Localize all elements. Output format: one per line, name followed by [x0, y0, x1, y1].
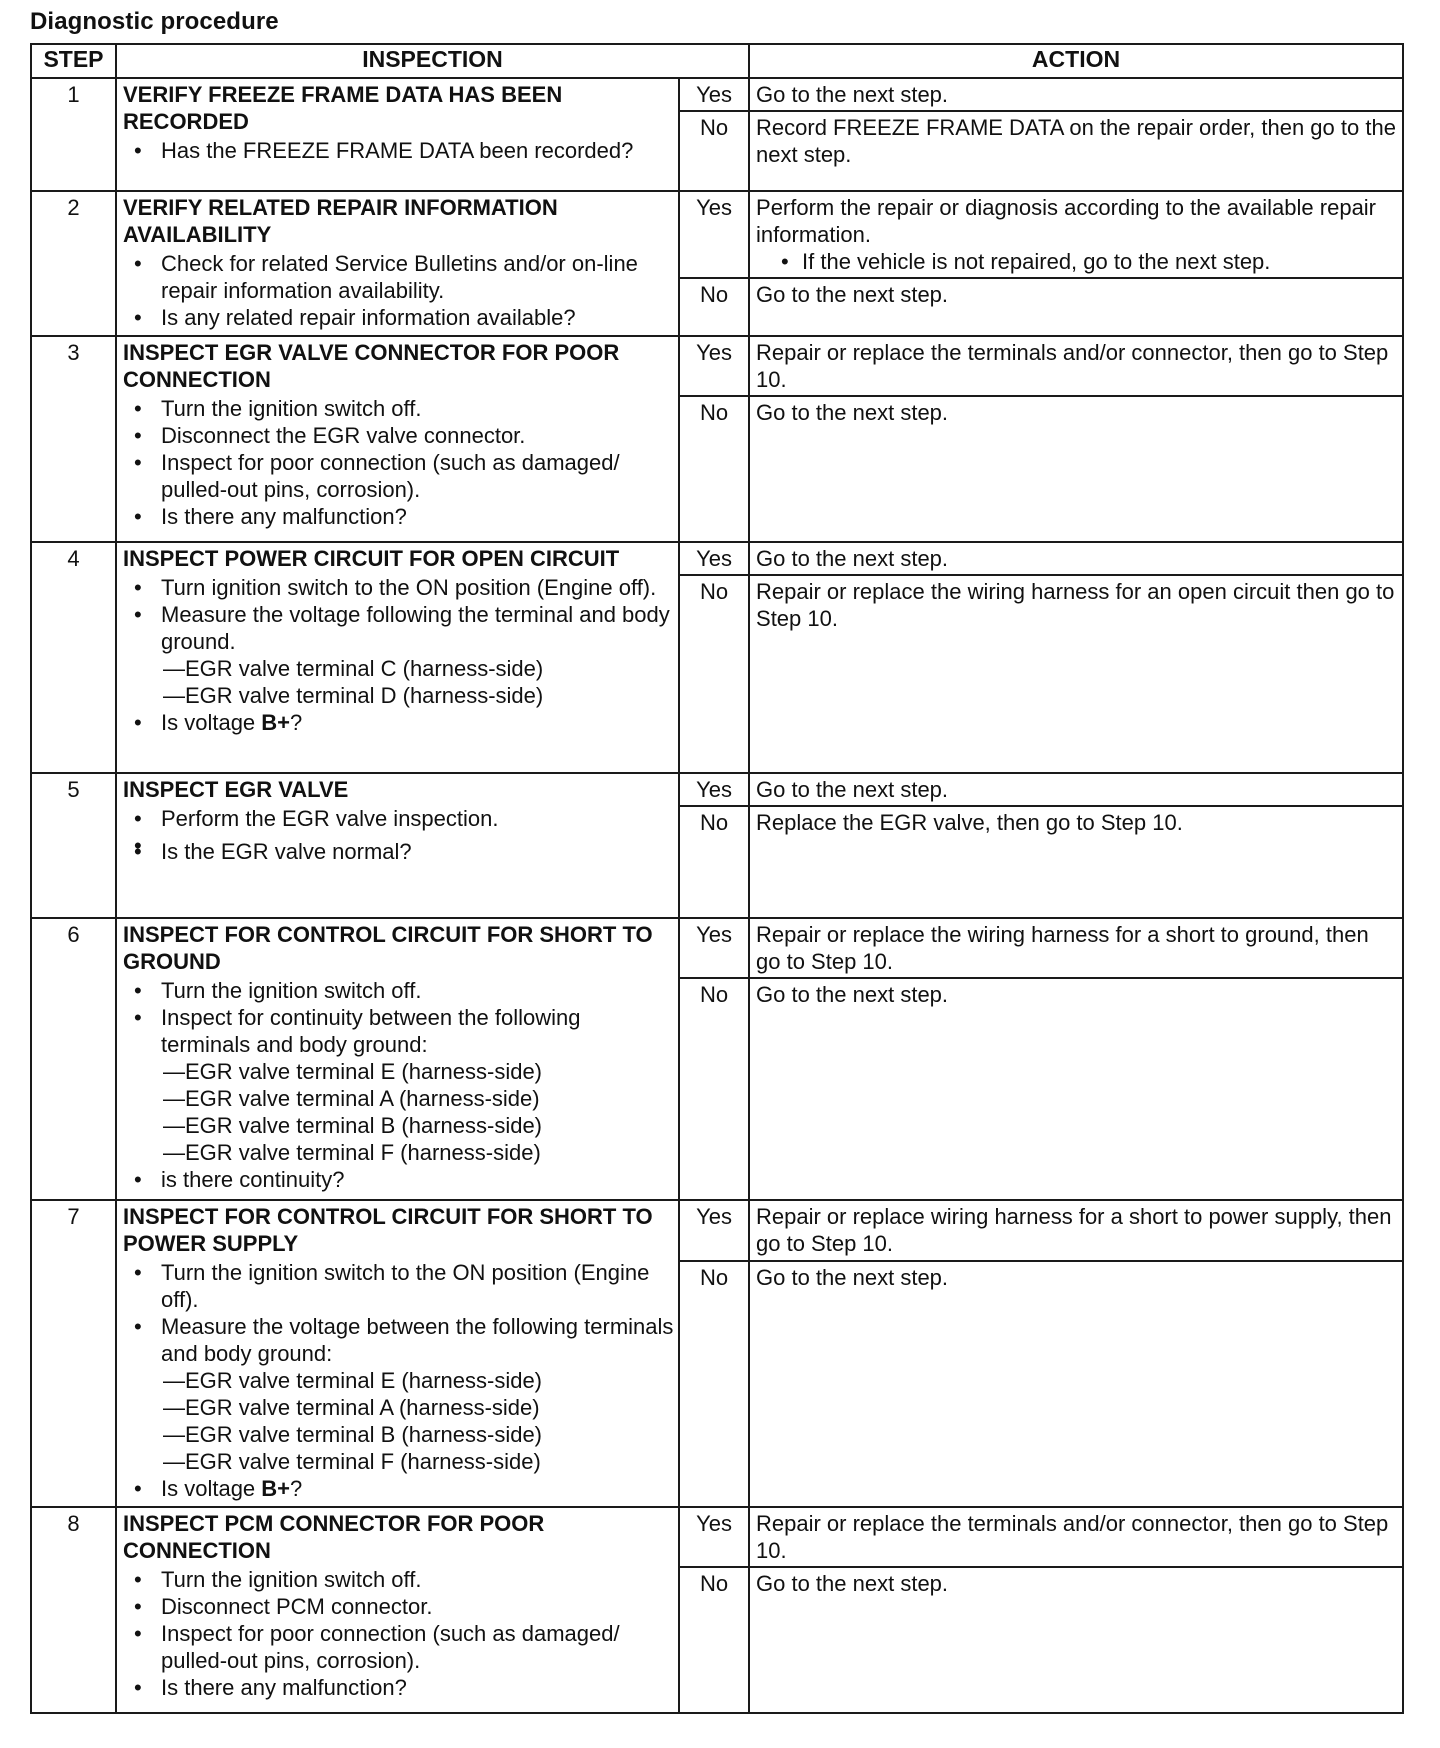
- yes-action: Repair or replace the terminals and/or connector, then go to Step 10.: [749, 336, 1403, 396]
- inspection-bullet: [133, 601, 674, 709]
- inspection-heading: VERIFY RELATED REPAIR INFORMATION AVAILABILITY: [123, 195, 558, 247]
- inspection-bullet: • Disconnect PCM connector.: [133, 1593, 674, 1620]
- inspection-bullet: • Turn the ignition switch to the ON position (Engine off).: [133, 1259, 674, 1313]
- question-suffix: ?: [290, 1476, 303, 1501]
- yes-action: Repair or replace the terminals and/or connector, then go to Step 10.: [749, 1507, 1403, 1567]
- terminal-item: — EGR valve terminal C (harness-side): [161, 655, 674, 682]
- no-action: Repair or replace the wiring harness for an open circuit then go to Step 10.: [749, 575, 1403, 773]
- inspection-bullet: • Inspect for poor connection (such as damaged/ pulled-out pins, corrosion).: [133, 1620, 674, 1674]
- step-number: 8: [31, 1507, 116, 1713]
- inspection-heading: INSPECT FOR CONTROL CIRCUIT FOR SHORT TO GROUND: [123, 922, 653, 974]
- step-number: 3: [31, 336, 116, 542]
- no-label: No: [679, 575, 749, 773]
- step-number: 5: [31, 773, 116, 918]
- yes-action: Perform the repair or diagnosis according to the available repair information.: [756, 195, 1377, 247]
- inspection-cell: [116, 918, 679, 1200]
- page-title: Diagnostic procedure: [30, 8, 279, 35]
- yes-action: Repair or replace wiring harness for a short to power supply, then go to Step 10.: [749, 1200, 1403, 1261]
- step-row-4-yes: [31, 542, 1403, 575]
- inspection-question: • is there continuity?: [133, 1166, 674, 1193]
- inspection-bullet: • Turn the ignition switch off.: [133, 977, 674, 1004]
- inspection-bullet: • Is there any malfunction?: [133, 503, 674, 530]
- terminal-item: — EGR valve terminal B (harness-side): [161, 1112, 674, 1139]
- step-row-8-yes: [31, 1507, 1403, 1567]
- yes-action: Repair or replace the wiring harness for a short to ground, then go to Step 10.: [749, 918, 1403, 978]
- step-number: 1: [31, 78, 116, 191]
- step-number: 6: [31, 918, 116, 1200]
- question-bold: B+: [261, 710, 291, 735]
- step-row-7-yes: [31, 1200, 1403, 1261]
- inspection-cell: [116, 542, 679, 773]
- step-number: 7: [31, 1200, 116, 1507]
- yes-label: Yes: [679, 1507, 749, 1567]
- step-row-1-yes: [31, 78, 1403, 111]
- no-action: Go to the next step.: [749, 278, 1403, 336]
- inspection-bullet: [133, 1004, 674, 1166]
- terminal-item: — EGR valve terminal D (harness-side): [161, 682, 674, 709]
- inspection-bullet: • Turn the ignition switch off.: [133, 395, 674, 422]
- terminal-item: — EGR valve terminal F (harness-side): [161, 1448, 674, 1475]
- inspection-bullet: • Turn ignition switch to the ON position (Engine off).: [133, 574, 674, 601]
- inspection-question: [133, 709, 674, 736]
- diagnostic-procedure-table: [30, 43, 1404, 1714]
- inspection-bullet: • Turn the ignition switch off.: [133, 1566, 674, 1593]
- table-header-row: [31, 44, 1403, 78]
- inspection-bullet: • Is there any malfunction?: [133, 1674, 674, 1701]
- inspection-cell: [116, 1200, 679, 1507]
- yes-action: Go to the next step.: [749, 78, 1403, 111]
- question-suffix: ?: [290, 710, 303, 735]
- no-action: Record FREEZE FRAME DATA on the repair order, then go to the next step.: [749, 111, 1403, 191]
- no-action: Go to the next step.: [749, 1261, 1403, 1507]
- no-label: No: [679, 978, 749, 1200]
- step-row-3-yes: [31, 336, 1403, 396]
- inspection-bullet: • Inspect for poor connection (such as damaged/ pulled-out pins, corrosion).: [133, 449, 674, 503]
- inspection-bullet-text: Inspect for continuity between the following terminals and body ground:: [161, 1005, 581, 1057]
- inspection-bullet: • Has the FREEZE FRAME DATA been recorded?: [133, 137, 674, 164]
- inspection-cell: [116, 1507, 679, 1713]
- inspection-cell: [116, 773, 679, 918]
- no-label: No: [679, 278, 749, 336]
- inspection-bullet: • Is the EGR valve normal?: [133, 838, 674, 865]
- no-label: No: [679, 1567, 749, 1713]
- yes-label: Yes: [679, 773, 749, 806]
- step-number: 4: [31, 542, 116, 773]
- inspection-heading: INSPECT PCM CONNECTOR FOR POOR CONNECTION: [123, 1511, 545, 1563]
- step-number: 2: [31, 191, 116, 336]
- question-prefix: Is voltage: [161, 710, 262, 735]
- inspection-cell: [116, 78, 679, 191]
- terminal-item: — EGR valve terminal A (harness-side): [161, 1394, 674, 1421]
- yes-label: Yes: [679, 78, 749, 111]
- inspection-heading: INSPECT POWER CIRCUIT FOR OPEN CIRCUIT: [123, 546, 620, 571]
- inspection-heading: INSPECT FOR CONTROL CIRCUIT FOR SHORT TO POWER SUPPLY: [123, 1204, 653, 1256]
- yes-action: Go to the next step.: [749, 773, 1403, 806]
- step-row-2-yes: [31, 191, 1403, 278]
- yes-label: Yes: [679, 542, 749, 575]
- inspection-heading: VERIFY FREEZE FRAME DATA HAS BEEN RECORDED: [123, 82, 563, 134]
- no-action: Replace the EGR valve, then go to Step 10.: [749, 806, 1403, 918]
- no-label: No: [679, 1261, 749, 1507]
- header-step: STEP: [31, 44, 116, 78]
- step-row-6-yes: [31, 918, 1403, 978]
- header-inspection: INSPECTION: [116, 44, 749, 78]
- no-action: Go to the next step.: [749, 1567, 1403, 1713]
- terminal-item: — EGR valve terminal B (harness-side): [161, 1421, 674, 1448]
- inspection-bullet: • Disconnect the EGR valve connector.: [133, 422, 674, 449]
- inspection-bullet-text: Measure the voltage between the following terminals and body ground:: [161, 1314, 674, 1366]
- yes-label: Yes: [679, 918, 749, 978]
- header-action: ACTION: [749, 44, 1403, 78]
- no-label: No: [679, 111, 749, 191]
- inspection-heading: INSPECT EGR VALVE: [123, 777, 349, 802]
- yes-label: Yes: [679, 1200, 749, 1261]
- inspection-cell: [116, 191, 679, 336]
- yes-action-sub-bullet: • If the vehicle is not repaired, go to the next step.: [778, 248, 1396, 275]
- yes-action-cell: [749, 191, 1403, 278]
- inspection-bullet: • Is any related repair information available?: [133, 304, 674, 331]
- question-prefix: Is voltage: [161, 1476, 262, 1501]
- no-action: Go to the next step.: [749, 978, 1403, 1200]
- no-label: No: [679, 396, 749, 542]
- no-label: No: [679, 806, 749, 918]
- inspection-heading: INSPECT EGR VALVE CONNECTOR FOR POOR CONNECTION: [123, 340, 620, 392]
- inspection-question: [133, 1475, 674, 1502]
- terminal-item: — EGR valve terminal E (harness-side): [161, 1058, 674, 1085]
- step-row-5-yes: [31, 773, 1403, 806]
- yes-label: Yes: [679, 336, 749, 396]
- inspection-bullet: • Check for related Service Bulletins and/or on-line repair information availability.: [133, 250, 674, 304]
- yes-label: Yes: [679, 191, 749, 278]
- terminal-item: — EGR valve terminal A (harness-side): [161, 1085, 674, 1112]
- inspection-bullet: • Perform the EGR valve inspection.: [133, 805, 674, 832]
- terminal-item: — EGR valve terminal E (harness-side): [161, 1367, 674, 1394]
- inspection-bullet: [133, 1313, 674, 1475]
- terminal-item: — EGR valve terminal F (harness-side): [161, 1139, 674, 1166]
- inspection-cell: [116, 336, 679, 542]
- yes-action: Go to the next step.: [749, 542, 1403, 575]
- question-bold: B+: [261, 1476, 291, 1501]
- no-action: Go to the next step.: [749, 396, 1403, 542]
- inspection-bullet-text: Measure the voltage following the terminal and body ground.: [161, 602, 670, 654]
